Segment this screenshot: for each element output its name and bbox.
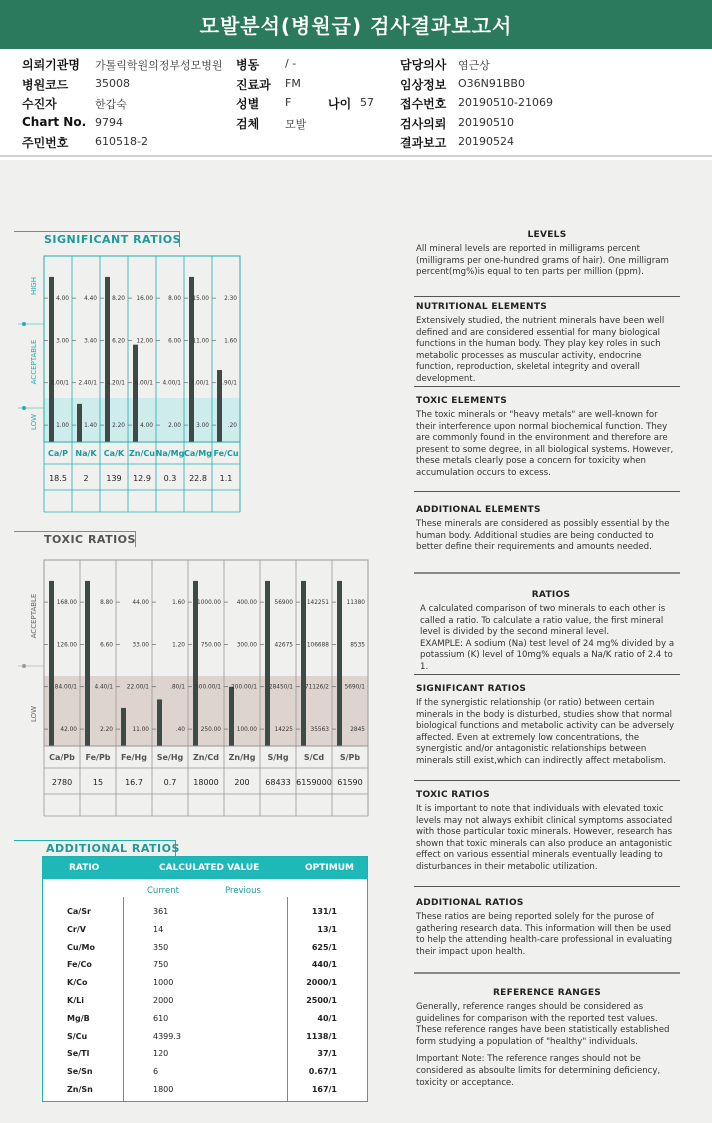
sub-previous: Previous: [225, 886, 261, 896]
value-label: 200: [234, 778, 250, 787]
optimum-value: 2500/1: [306, 996, 337, 1005]
nutritional-text: Extensively studied, the nutrient minerals have been well defined and are considered essential for many biological functions in the human body. They play key roles in such metabolic processes as muscular activity, endocrine function, reproduction, skeletal integrity and overall development.: [416, 316, 665, 384]
header-label: 수진자: [22, 97, 57, 111]
header-label: 의뢰기관명: [22, 58, 80, 72]
table-row: [43, 1065, 367, 1082]
tick-label: 1.00: [56, 423, 69, 430]
tick-label: 11.00: [132, 727, 149, 734]
ratio-name: Se/Tl: [67, 1049, 90, 1059]
header-value: 염근상: [458, 59, 490, 72]
tick-label: 11380: [346, 600, 365, 607]
current-value: 1800: [153, 1085, 174, 1094]
sig-ratios-block: [416, 684, 678, 768]
tick-label: 3.00: [196, 423, 209, 430]
col-calculated: CALCULATED VALUE: [159, 863, 260, 873]
ratio-name: K/Li: [67, 996, 84, 1005]
tick-label: 14225: [274, 727, 293, 734]
header-value: 가톨릭학원의정부성모병원: [95, 59, 223, 72]
header-value: FM: [285, 76, 301, 90]
header-label: Chart No.: [22, 114, 87, 129]
table-row: [43, 1030, 367, 1047]
levels-text: All mineral levels are reported in milligrams percent (milligrams per one-hundred grams of hair). One milligram percent(mg%)is equal to ten parts per million (ppm).: [416, 244, 669, 278]
col-ratio: RATIO: [69, 863, 100, 873]
optimum-value: 1138/1: [306, 1031, 337, 1041]
tick-label: 7.00/1: [190, 380, 209, 387]
zone-label: ACCEPTABLE: [30, 593, 38, 639]
tick-label: 8535: [350, 642, 365, 649]
value-label: 0.3: [163, 474, 177, 483]
tick-label: 4.00/1: [162, 380, 181, 387]
tick-label: 2.00: [168, 423, 181, 430]
category-label: Na/Mg: [155, 449, 185, 458]
header-label: 병동: [236, 58, 260, 72]
header-label: 병원코드: [22, 77, 69, 92]
sig-ratios-heading: SIGNIFICANT RATIOS: [416, 684, 527, 694]
category-label: S/Pb: [339, 753, 361, 762]
category-label: Na/K: [75, 449, 97, 458]
ratio-name: Zn/Sn: [67, 1085, 93, 1094]
tick-label: 8.00: [168, 296, 181, 303]
ratio-name: Fe/Co: [67, 960, 92, 970]
header-value: / -: [285, 57, 297, 70]
category-label: Zn/Cd: [192, 753, 220, 762]
reference-block: [416, 988, 678, 1089]
header-value: 20190510-21069: [458, 96, 553, 109]
table-row: [43, 923, 367, 940]
header-label: 담당의사: [400, 58, 447, 72]
tick-label: 2.00/1: [50, 380, 69, 387]
tick-label: 500.00/1: [195, 684, 221, 691]
tick-label: 8.20: [112, 296, 125, 303]
levels-block: [416, 230, 678, 279]
reference-text: Generally, reference ranges should be considered as guidelines for comparison with the reported test values. These reference ranges have been statistically established form studying a population of "healthy" individuals.: [416, 1002, 670, 1047]
tick-label: 2845: [350, 727, 365, 734]
toxic-ratios-block: [416, 790, 678, 874]
value-label: 22.8: [189, 474, 207, 483]
optimum-value: 0.67/1: [308, 1067, 337, 1077]
header-value: 610518-2: [95, 135, 148, 148]
toxic-ratios-text: It is important to note that individuals with elevated toxic levels may not always exhibit clinical symptoms associated with those particular toxic minerals. However, research has shown that toxic minerals can also produce an antagonistic effect on various essential minerals eventually leading to disturbances in their metabolic utilization.: [416, 804, 673, 872]
table-row: [43, 1012, 367, 1029]
patient-info-header: [0, 49, 712, 157]
additional-ratios-heading: ADDITIONAL RATIOS: [416, 898, 524, 908]
tick-label: 3.40: [84, 338, 97, 345]
optimum-value: 440/1: [311, 960, 337, 970]
toxic-elements-text: The toxic minerals or "heavy metals" are well-known for their interference upon normal biochemical function. They are commonly found in the environment and therefore are present to some degree, in all biological systems. However, these metals clearly pose a concern for toxicity when accumulation occurs to excess.: [416, 410, 674, 478]
current-value: 4399.3: [153, 1031, 181, 1041]
category-label: Ca/Mg: [184, 449, 212, 458]
tick-label: 126.00: [56, 642, 77, 649]
header-value: 20190524: [458, 135, 514, 148]
tick-label: .80/1: [170, 684, 185, 691]
tick-label: 6.60: [100, 642, 113, 649]
optimum-value: 2000/1: [306, 978, 337, 988]
ratio-bar: [121, 708, 126, 746]
additional-ratios-block: [416, 898, 678, 958]
tick-label: 42.00: [60, 727, 77, 734]
value-label: 1.1: [219, 474, 233, 483]
header-label: 나이: [328, 97, 352, 111]
value-label: 6159000: [296, 778, 332, 787]
col-optimum: OPTIMUM: [305, 863, 354, 873]
significant-ratios-chart: [14, 246, 274, 526]
table-row: [43, 976, 367, 993]
additional-ratios-text: These ratios are being reported solely for the purose of gathering research data. This information will then be used to help the attending health-care professional in evaluating their impact upon health.: [416, 912, 673, 957]
divider: [414, 296, 680, 297]
table-row: [43, 958, 367, 975]
tick-label: 4.40: [84, 296, 97, 303]
tick-label: 2.20: [100, 727, 113, 734]
category-label: Se/Hg: [156, 753, 184, 762]
ratios-block: [420, 590, 682, 674]
ratio-bar: [337, 581, 342, 746]
tick-label: 250.00: [200, 727, 221, 734]
category-label: Zn/Hg: [228, 753, 256, 762]
ratio-name: Cr/V: [67, 924, 86, 934]
current-value: 14: [153, 924, 164, 934]
value-label: 12.9: [133, 474, 151, 483]
tick-label: 8.80: [100, 600, 113, 607]
ratios-example: EXAMPLE: A sodium (Na) test level of 24 mg% divided by a potassium (K) level of 10mg% equals a Na/K ratio of 2.4 to 1.: [420, 638, 675, 672]
optimum-value: 131/1: [311, 907, 337, 916]
nutritional-block: [416, 302, 678, 386]
value-label: 68433: [265, 778, 291, 787]
tick-label: 8.00/1: [134, 380, 153, 387]
zone-band: [44, 398, 240, 442]
zone-label: ACCEPTABLE: [30, 339, 38, 385]
category-label: S/Cd: [303, 753, 325, 762]
ratio-bar: [265, 581, 270, 746]
tick-label: 3.00: [56, 338, 69, 345]
toxic-ratios-heading: TOXIC RATIOS: [416, 790, 490, 800]
ratio-name: Mg/B: [67, 1013, 90, 1023]
divider: [414, 674, 680, 675]
value-label: 0.7: [163, 778, 177, 787]
ratio-name: K/Co: [67, 978, 88, 988]
tick-label: 42675: [274, 642, 293, 649]
tick-label: 1.40: [84, 423, 97, 430]
reference-note: Important Note: The reference ranges should not be considered as absoulte limits for determining deficiency, toxicity or acceptance.: [416, 1054, 661, 1088]
tick-label: 84.00/1: [54, 684, 77, 691]
tick-label: 2.40/1: [78, 380, 97, 387]
tick-label: 28450/1: [268, 684, 293, 691]
ratio-name: Se/Sn: [67, 1067, 93, 1077]
zone-label: LOW: [30, 705, 38, 723]
additional-elements-heading: ADDITIONAL ELEMENTS: [416, 505, 541, 515]
category-label: Ca/P: [47, 449, 69, 458]
header-label: 결과보고: [400, 136, 447, 150]
ratio-name: Ca/Sr: [67, 907, 91, 916]
value-label: 61590: [337, 778, 363, 787]
tick-label: 12.00: [136, 338, 153, 345]
ratio-name: Cu/Mo: [67, 942, 95, 952]
tick-label: 200.00/1: [231, 684, 257, 691]
tick-label: 168.00: [56, 600, 77, 607]
tick-label: 35563: [310, 727, 329, 734]
additional-elements-block: [416, 505, 678, 554]
ratios-heading: RATIOS: [531, 590, 571, 600]
table-row: [43, 1047, 367, 1064]
category-label: Zn/Cu: [129, 449, 155, 458]
header-value: F: [285, 96, 292, 109]
ratio-bar: [133, 345, 138, 442]
current-value: 610: [153, 1013, 169, 1023]
current-value: 2000: [153, 996, 174, 1005]
tick-label: 300.00: [236, 642, 257, 649]
ratios-text: A calculated comparison of two minerals to each other is called a ratio. To calculate a ratio value, the first mineral level is divided by the second mineral level.: [420, 604, 666, 638]
divider: [414, 972, 680, 974]
ratio-bar: [157, 699, 162, 746]
header-label: 임상정보: [400, 77, 447, 92]
divider: [414, 780, 680, 781]
category-label: Fe/Pb: [85, 753, 111, 762]
optimum-value: 37/1: [317, 1049, 337, 1059]
tick-label: 4.20/1: [106, 380, 125, 387]
table-row: [43, 1083, 367, 1100]
divider: [414, 386, 680, 387]
value-label: 18000: [193, 778, 219, 787]
report-title: 모발분석(병원급) 검사결과보고서: [0, 0, 712, 49]
optimum-value: 167/1: [311, 1085, 337, 1094]
current-value: 750: [153, 960, 169, 970]
value-label: 2780: [51, 778, 73, 787]
tick-label: 6.20: [112, 338, 125, 345]
sig-ratios-text: If the synergistic relationship (or ratio) between certain minerals in the body is disturbed, studies show that normal biological functions and metabolic activity can be adversely affected. Even at extremely low concentrations, the synergistic and/or antagonistic relationships between minerals still exist,which can indirectly affect metabolism.: [416, 698, 675, 766]
header-value: 모발: [285, 117, 307, 131]
nutritional-heading: NUTRITIONAL ELEMENTS: [416, 302, 548, 312]
current-value: 361: [153, 907, 169, 916]
header-label: 접수번호: [400, 97, 447, 111]
optimum-value: 13/1: [317, 924, 337, 934]
tick-label: 11.00: [192, 338, 209, 345]
tick-label: .20: [227, 423, 237, 430]
category-label: S/Hg: [267, 753, 289, 762]
toxic-ratios-title: TOXIC RATIOS: [44, 533, 136, 546]
tick-label: 4.00: [56, 296, 69, 303]
ratio-bar: [77, 404, 82, 442]
header-value: 20190510: [458, 115, 514, 129]
tick-label: .90/1: [222, 380, 237, 387]
levels-heading: LEVELS: [527, 230, 567, 240]
ratio-name: S/Cu: [67, 1031, 88, 1041]
tick-label: 56900: [274, 600, 293, 607]
header-label: 성별: [236, 97, 260, 111]
category-label: Fe/Cu: [213, 449, 239, 458]
tick-label: 44.00: [132, 600, 149, 607]
reference-heading: REFERENCE RANGES: [492, 988, 602, 998]
tick-label: 142251: [306, 600, 329, 607]
value-label: 16.7: [125, 778, 143, 787]
ratio-bar: [85, 581, 90, 746]
tick-label: 100.00: [236, 727, 257, 734]
ratio-bar: [105, 277, 110, 442]
toxic-elements-block: [416, 396, 678, 480]
significant-ratios-title: SIGNIFICANT RATIOS: [44, 233, 182, 246]
optimum-value: 40/1: [317, 1013, 337, 1023]
header-value: O36N91BB0: [458, 76, 525, 90]
indicator-dot: [22, 664, 26, 668]
header-label: 주민번호: [22, 136, 69, 150]
tick-label: 2.30: [224, 296, 237, 303]
table-row: [43, 994, 367, 1011]
tick-label: 106688: [306, 642, 329, 649]
ratio-bar: [229, 687, 234, 746]
value-label: 15: [92, 778, 104, 787]
current-value: 1000: [153, 978, 174, 988]
tick-label: 2.20: [112, 423, 125, 430]
optimum-value: 625/1: [311, 942, 337, 952]
divider: [414, 491, 680, 492]
category-label: Fe/Hg: [121, 753, 147, 762]
current-value: 120: [153, 1049, 169, 1059]
divider: [414, 572, 680, 574]
header-value: 한갑숙: [95, 98, 127, 111]
value-label: 18.5: [49, 474, 67, 483]
header-value: 9794: [95, 115, 123, 129]
header-label: 검체: [236, 116, 260, 131]
category-label: Ca/Pb: [49, 753, 75, 762]
tick-label: 4.40/1: [94, 684, 113, 691]
header-label: 검사의뢰: [400, 116, 447, 131]
tick-label: .40: [175, 727, 185, 734]
header-value: 57: [360, 96, 374, 109]
ratio-bar: [49, 581, 54, 746]
tick-label: 16.00: [136, 296, 153, 303]
tick-label: 22.00/1: [126, 684, 149, 691]
indicator-dot: [22, 406, 26, 410]
header-label: 진료과: [236, 77, 271, 92]
additional-ratios-title: ADDITIONAL RATIOS: [46, 842, 180, 855]
tick-label: 400.00: [236, 600, 257, 607]
tick-label: 1.20: [172, 642, 185, 649]
tick-label: 15.00: [192, 296, 209, 303]
tick-label: 750.00: [200, 642, 221, 649]
zone-label: HIGH: [30, 276, 38, 296]
tick-label: 71126/2: [304, 684, 329, 691]
ratio-bar: [301, 581, 306, 746]
sub-current: Current: [147, 886, 179, 896]
toxic-ratios-chart: [14, 546, 370, 834]
indicator-dot: [22, 322, 26, 326]
zone-label: LOW: [30, 413, 38, 431]
additional-elements-text: These minerals are considered as possibly essential by the human body. Additional studies are being conducted to better define their requirements and amounts needed.: [416, 519, 670, 553]
tick-label: 33.00: [132, 642, 149, 649]
value-label: 2: [83, 474, 89, 483]
additional-ratios-table: [42, 856, 368, 1102]
value-label: 139: [106, 474, 122, 483]
tick-label: 1000.00: [197, 600, 221, 607]
table-row: [43, 905, 367, 922]
tick-label: 4.00: [140, 423, 153, 430]
divider: [414, 886, 680, 887]
toxic-elements-heading: TOXIC ELEMENTS: [416, 396, 507, 406]
current-value: 350: [153, 942, 169, 952]
ratio-bar: [49, 277, 54, 442]
tick-label: 5690/1: [344, 684, 365, 691]
tick-label: 1.60: [172, 600, 185, 607]
header-value: 35008: [95, 76, 130, 90]
category-label: Ca/K: [103, 449, 125, 458]
tick-label: 1.60: [224, 338, 237, 345]
current-value: 6: [153, 1067, 159, 1077]
table-row: [43, 941, 367, 958]
additional-ratios-header: [43, 857, 367, 879]
tick-label: 6.00: [168, 338, 181, 345]
